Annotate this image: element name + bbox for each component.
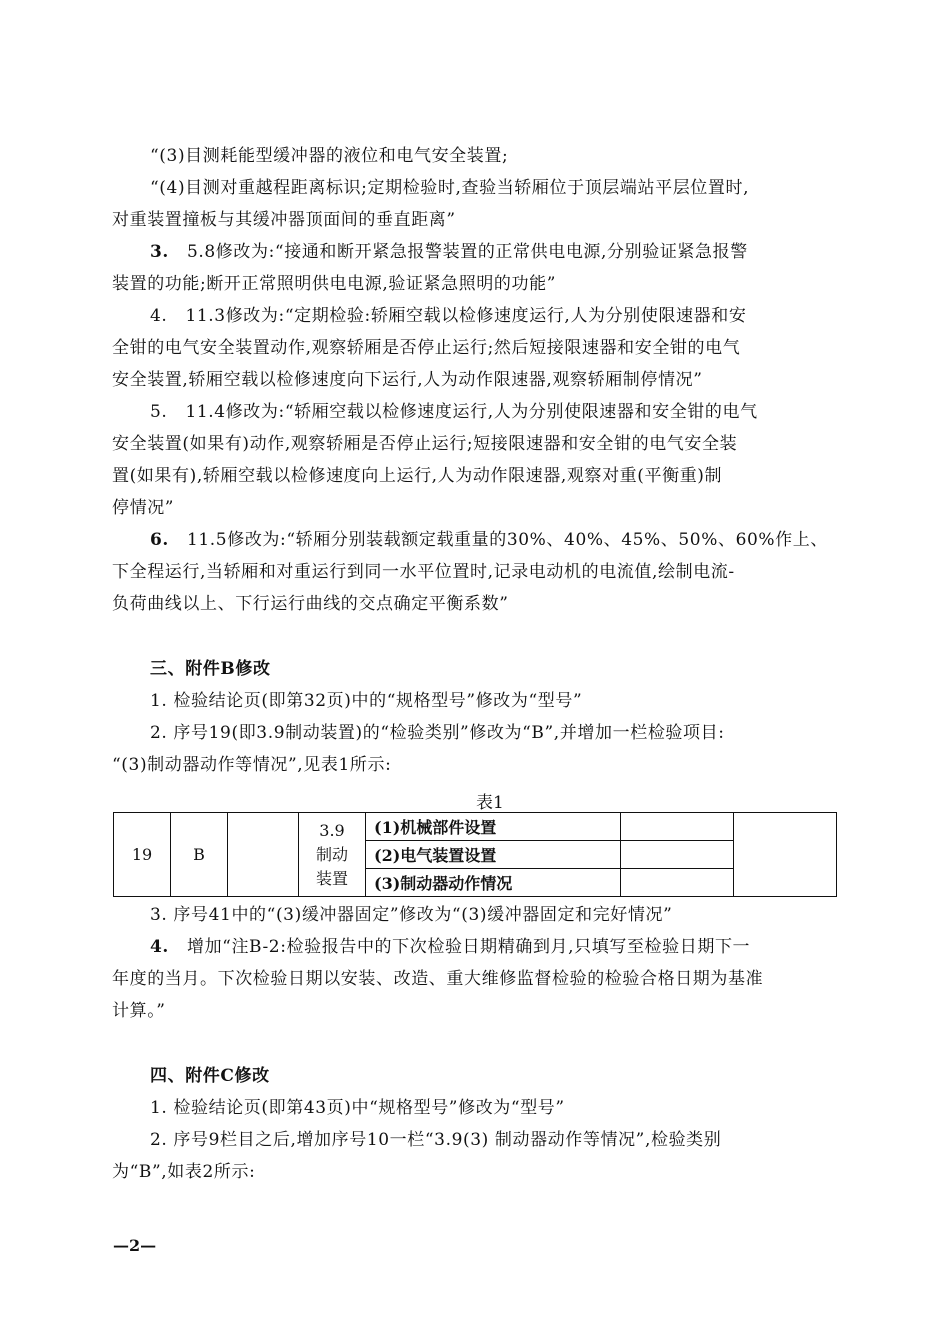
item-cell: (2)电气装置设置 [366, 841, 621, 869]
line-26: 2. 序号9栏目之后,增加序号10一栏“3.9(3) 制动器动作等情况”,检验类别 [150, 1130, 722, 1150]
item-text: 5.8修改为:“接通和断开紧急报警装置的正常供电电源,分别验证紧急报警 [186, 242, 748, 262]
line-19: “(3)制动器动作等情况”,见表1所示: [112, 755, 392, 775]
item-text: 增加“注B-2:检验报告中的下次检验日期精确到月,只填写至检验日期下一 [186, 937, 751, 957]
item-number: 4. [150, 937, 169, 957]
line-14: 下全程运行,当轿厢和对重运行到同一水平位置时,记录电动机的电流值,绘制电流- [112, 562, 735, 582]
line-3: 对重装置撞板与其缓冲器顶面间的垂直距离” [112, 210, 456, 230]
section-heading-b: 三、附件B修改 [150, 659, 271, 679]
item-3 [150, 242, 748, 262]
line-7: 全钳的电气安全装置动作,观察轿厢是否停止运行;然后短接限速器和安全钳的电气 [112, 338, 741, 358]
line-8: 安全装置,轿厢空载以检修速度向下运行,人为动作限速器,观察轿厢制停情况” [112, 370, 703, 390]
page-number: —2— [113, 1236, 157, 1255]
line-5: 装置的功能;断开正常照明供电电源,验证紧急照明的功能” [112, 274, 557, 294]
line-25: 1. 检验结论页(即第43页)中“规格型号”修改为“型号” [150, 1098, 565, 1118]
item-number: 3. [150, 242, 169, 262]
line-12: 停情况” [112, 498, 175, 518]
line-1: “(3)目测耗能型缓冲器的液位和电气安全装置; [150, 146, 509, 166]
clause-cell [299, 813, 366, 897]
empty-cell [621, 869, 734, 897]
blank-cell [228, 813, 299, 897]
item-4 [150, 306, 746, 326]
clause-number: 3.9 [319, 820, 345, 840]
item-cell: (1)机械部件设置 [366, 813, 621, 841]
item-6 [150, 530, 828, 550]
item-cell: (3)制动器动作情况 [366, 869, 621, 897]
item-text: 11.3修改为:“定期检验:轿厢空载以检修速度运行,人为分别使限速器和安 [185, 306, 747, 326]
category-cell: B [171, 813, 228, 897]
clause-name-1: 制动 [315, 844, 348, 864]
line-11: 置(如果有),轿厢空载以检修速度向上运行,人为动作限速器,观察对重(平衡重)制 [112, 466, 723, 486]
line-22: 年度的当月。下次检验日期以安装、改造、重大维修监督检验的检验合格日期为基准 [112, 969, 764, 989]
line-10: 安全装置(如果有)动作,观察轿厢是否停止运行;短接限速器和安全钳的电气安全装 [112, 434, 738, 454]
line-17: 1. 检验结论页(即第32页)中的“规格型号”修改为“型号” [150, 691, 583, 711]
item-4b [150, 937, 750, 957]
empty-cell [621, 841, 734, 869]
line-20: 3. 序号41中的“(3)缓冲器固定”修改为“(3)缓冲器固定和完好情况” [150, 905, 673, 925]
line-27: 为“B”,如表2所示: [112, 1162, 256, 1182]
line-23: 计算。” [112, 1001, 166, 1021]
item-text: 11.5修改为:“轿厢分别装载额定载重量的30%、40%、45%、50%、60%作上、 [186, 530, 828, 550]
line-18: 2. 序号19(即3.9制动装置)的“检验类别”修改为“B”,并增加一栏检验项目: [150, 723, 725, 743]
table-1 [113, 812, 837, 897]
table-caption: 表1 [476, 793, 504, 813]
clause-name-2: 装置 [315, 868, 348, 888]
item-number: 6. [150, 530, 169, 550]
empty-cell [621, 813, 734, 841]
empty-cell [734, 813, 837, 897]
section-heading-c: 四、附件C修改 [150, 1066, 270, 1086]
line-2: “(4)目测对重越程距离标识;定期检验时,查验当轿厢位于顶层端站平层位置时, [150, 178, 750, 198]
line-15: 负荷曲线以上、下行运行曲线的交点确定平衡系数” [112, 594, 509, 614]
item-number: 5. [150, 402, 168, 422]
item-number: 4. [150, 306, 168, 326]
item-text: 11.4修改为:“轿厢空载以检修速度运行,人为分别使限速器和安全钳的电气 [185, 402, 758, 422]
item-5 [150, 402, 758, 422]
seq-cell: 19 [114, 813, 171, 897]
